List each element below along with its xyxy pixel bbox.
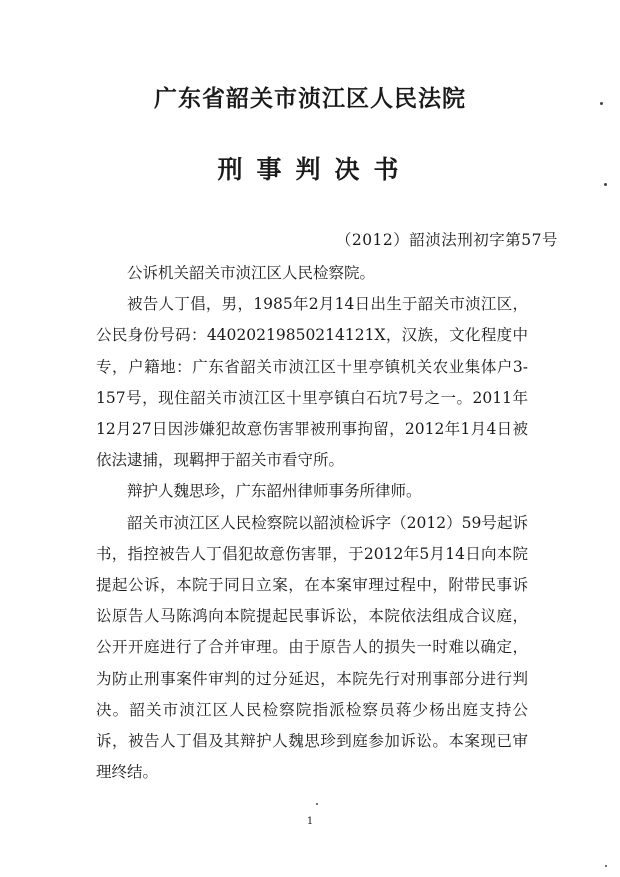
paragraph-defense-counsel: 辩护人魏思珍，广东韶州律师事务所律师。 <box>127 482 422 501</box>
paragraph-prosecutor: 公诉机关韶关市浈江区人民检察院。 <box>127 264 376 282</box>
paragraph-defendant: 被告人丁倡，男，1985年2月14日出生于韶关市浈江区，公民身份号码：440202198502141​21X，汉族，文化程度中专，户籍地：广东省韶关市浈江区十里亭镇机关农业集体户3-157号，现住韶关市浈江区十里亭镇白石坑7号之一。2011年12月27日因涉嫌犯故意伤害罪被刑事拘留，2012年1月4日被依法逮捕，现羁押于韶关市看守所。 <box>96 295 528 470</box>
scan-speck <box>605 865 607 867</box>
scan-speck <box>604 183 607 186</box>
scan-speck <box>316 803 318 805</box>
paragraph-case-background: 韶关市浈江区人民检察院以韶浈检诉字（2012）59号起诉书，指控被告人丁倡犯故意伤害罪，于2012年5月14日向本院提起公诉，本院于同日立案，在本案审理过程中，附带民事诉讼原告人马陈鸿向本院提起民事诉讼，本院依法组成合议庭，公开开庭进行了合并审理。由于原告人的损失一时难以确定，为防止刑事案件审判的过分延迟，本院先行对刑事部分进行判决。韶关市浈江区人民检察院指派检察员蒋少杨出庭支持公诉，被告人丁倡及其辩护人魏思珍到庭参加诉讼。本案现已审理终结。 <box>96 513 528 782</box>
case-number: （2012）韶浈法刑初字第57号 <box>335 231 558 249</box>
scan-speck <box>600 102 603 105</box>
document-title: 刑事判决书 <box>217 155 413 184</box>
page-number: 1 <box>306 816 314 827</box>
court-name: 广东省韶关市浈江区人民法院 <box>154 85 466 112</box>
document-body <box>96 258 528 788</box>
